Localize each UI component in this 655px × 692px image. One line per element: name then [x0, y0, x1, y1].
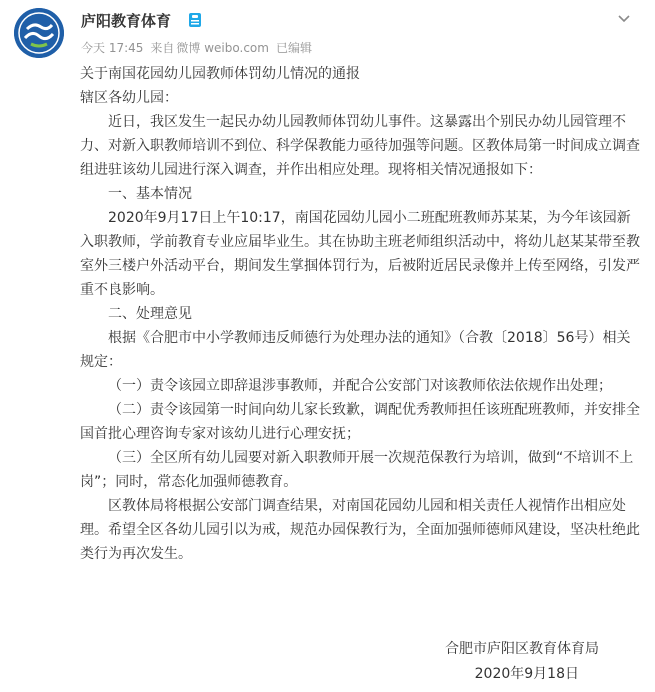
edited-badge: 已编辑: [275, 41, 312, 55]
post-meta: [81, 39, 319, 56]
notice-date: 2020年9月18日: [474, 666, 579, 682]
notice-paragraph: 2020年9月17日上午10:17，南国花园幼儿园小二班配班教师苏某某，为今年该园新入职教师，学前教育专业应届毕业生。其在协助主班老师组织活动中，将幼儿赵某某带至教室外三楼户外活动平台，期间发生掌掴体罚行为，后被附近居民录像并上传至网络，引发严重不良影响。: [80, 210, 640, 298]
notice-paragraph: 根据《合肥市中小学教师违反师德行为处理办法的通知》（合教〔2018〕56号）相关规定：: [80, 330, 631, 370]
section-heading-basic: 一、基本情况: [108, 186, 192, 202]
avatar[interactable]: [14, 8, 64, 58]
section-heading-handling: 二、处理意见: [108, 306, 192, 322]
signature: 合肥市庐阳区教育体育局: [445, 641, 599, 657]
author-name[interactable]: 庐阳教育体育: [81, 12, 172, 30]
notice-item-1: （一）责令该园立即辞退涉事教师，并配合公安部门对该教师依法依规作出处理；: [108, 378, 612, 394]
source-prefix: 来自: [150, 41, 175, 55]
notice-paragraph: 近日，我区发生一起民办幼儿园教师体罚幼儿事件。这暴露出个别民办幼儿园管理不力、对新入职教师培训不到位、科学保教能力亟待加强等问题。区教体局第一时间成立调查组进驻该幼儿园进行深入调查，并作出相应处理。现将相关情况通报如下：: [80, 114, 640, 178]
notice-title: 关于南国花园幼儿园教师体罚幼儿情况的通报: [80, 66, 360, 82]
notice-item-2: （二）责令该园第一时间向幼儿家长致歉，调配优秀教师担任该班配班教师，并安排全国首批心理咨询专家对该幼儿进行心理安抚；: [80, 402, 640, 442]
post-body: [80, 62, 642, 566]
post-source[interactable]: 微博 weibo.com: [176, 41, 269, 55]
notice-paragraph: 区教体局将根据公安部门调查结果，对南国花园幼儿园和相关责任人视情作出相应处理。希望全区各幼儿园引以为戒，规范办园保教行为，全面加强师德师风建设，坚决杜绝此类行为再次发生。: [80, 498, 640, 562]
chevron-down-icon[interactable]: [617, 12, 631, 26]
verified-icon: [187, 12, 203, 28]
notice-greeting: 辖区各幼儿园：: [80, 90, 178, 106]
post-time[interactable]: 今天 17:45: [81, 41, 144, 55]
notice-item-3: （三）全区所有幼儿园要对新入职教师开展一次规范保教行为培训，做到“不培训不上岗”；同时，常态化加强师德教育。: [80, 450, 634, 490]
